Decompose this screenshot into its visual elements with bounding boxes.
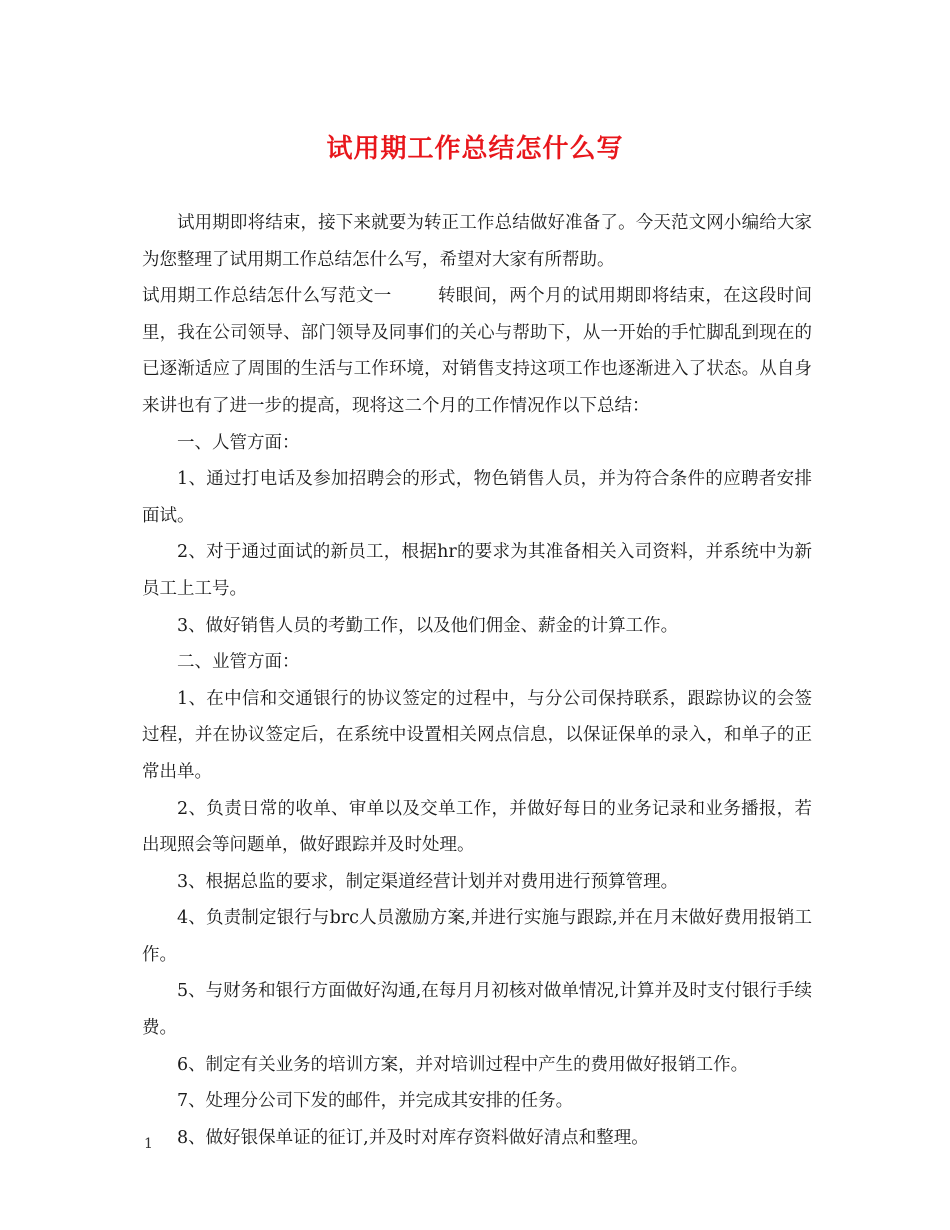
sample-heading: 试用期工作总结怎什么写范文一	[142, 286, 392, 307]
section-heading-business: 二、业管方面：	[177, 652, 300, 673]
list-item: 6、制定有关业务的培训方案，并对培训过程中产生的费用做好报销工作。	[177, 1054, 749, 1075]
sample-paragraph	[142, 278, 812, 424]
list-item: 1、通过打电话及参加招聘会的形式，物色销售人员，并为符合条件的应聘者安排面试。	[142, 469, 812, 526]
sample-opening: 转眼间，两个月的试用期即将结束，在这段时间里，我在公司领导、部门领导及同事们的关心与帮助下，从一开始的手忙脚乱到现在的已逐渐适应了周围的生活与工作环境，对销售支持这项工作也逐渐进入了状态。从自身来讲也有了进一步的提高，现将这二个月的工作情况作以下总结：	[142, 286, 813, 416]
list-item: 2、对于通过面试的新员工，根据hr的要求为其准备相关入司资料，并系统中为新员工上工号。	[142, 542, 812, 599]
list-item: 3、根据总监的要求，制定渠道经营计划并对费用进行预算管理。	[177, 871, 679, 892]
section-heading-personnel: 一、人管方面：	[177, 432, 300, 453]
intro-paragraph: 试用期即将结束，接下来就要为转正工作总结做好准备了。今天范文网小编给大家为您整理了试用期工作总结怎什么写，希望对大家有所帮助。	[142, 213, 812, 270]
list-item: 5、与财务和银行方面做好沟通,在每月月初核对做单情况,计算并及时支付银行手续费。	[142, 981, 812, 1039]
list-item: 1、在中信和交通银行的协议签定的过程中，与分公司保持联系，跟踪协议的会签过程，并在协议签定后，在系统中设置相关网点信息，以保证保单的录入，和单子的正常出单。	[142, 688, 812, 782]
page-title: 试用期工作总结怎什么写	[326, 134, 624, 164]
page-number: 1	[144, 1136, 153, 1152]
list-item: 2、负责日常的收单、审单以及交单工作，并做好每日的业务记录和业务播报，若出现照会等问题单，做好跟踪并及时处理。	[142, 798, 812, 856]
document-body	[142, 205, 812, 1156]
list-item: 4、负责制定银行与brc人员激励方案,并进行实施与跟踪,并在月末做好费用报销工作。	[142, 908, 812, 965]
list-item: 7、处理分公司下发的邮件，并完成其安排的任务。	[177, 1091, 574, 1112]
list-item: 8、做好银保单证的征订,并及时对库存资料做好清点和整理。	[177, 1127, 649, 1148]
list-item: 3、做好销售人员的考勤工作，以及他们佣金、薪金的计算工作。	[177, 615, 679, 636]
